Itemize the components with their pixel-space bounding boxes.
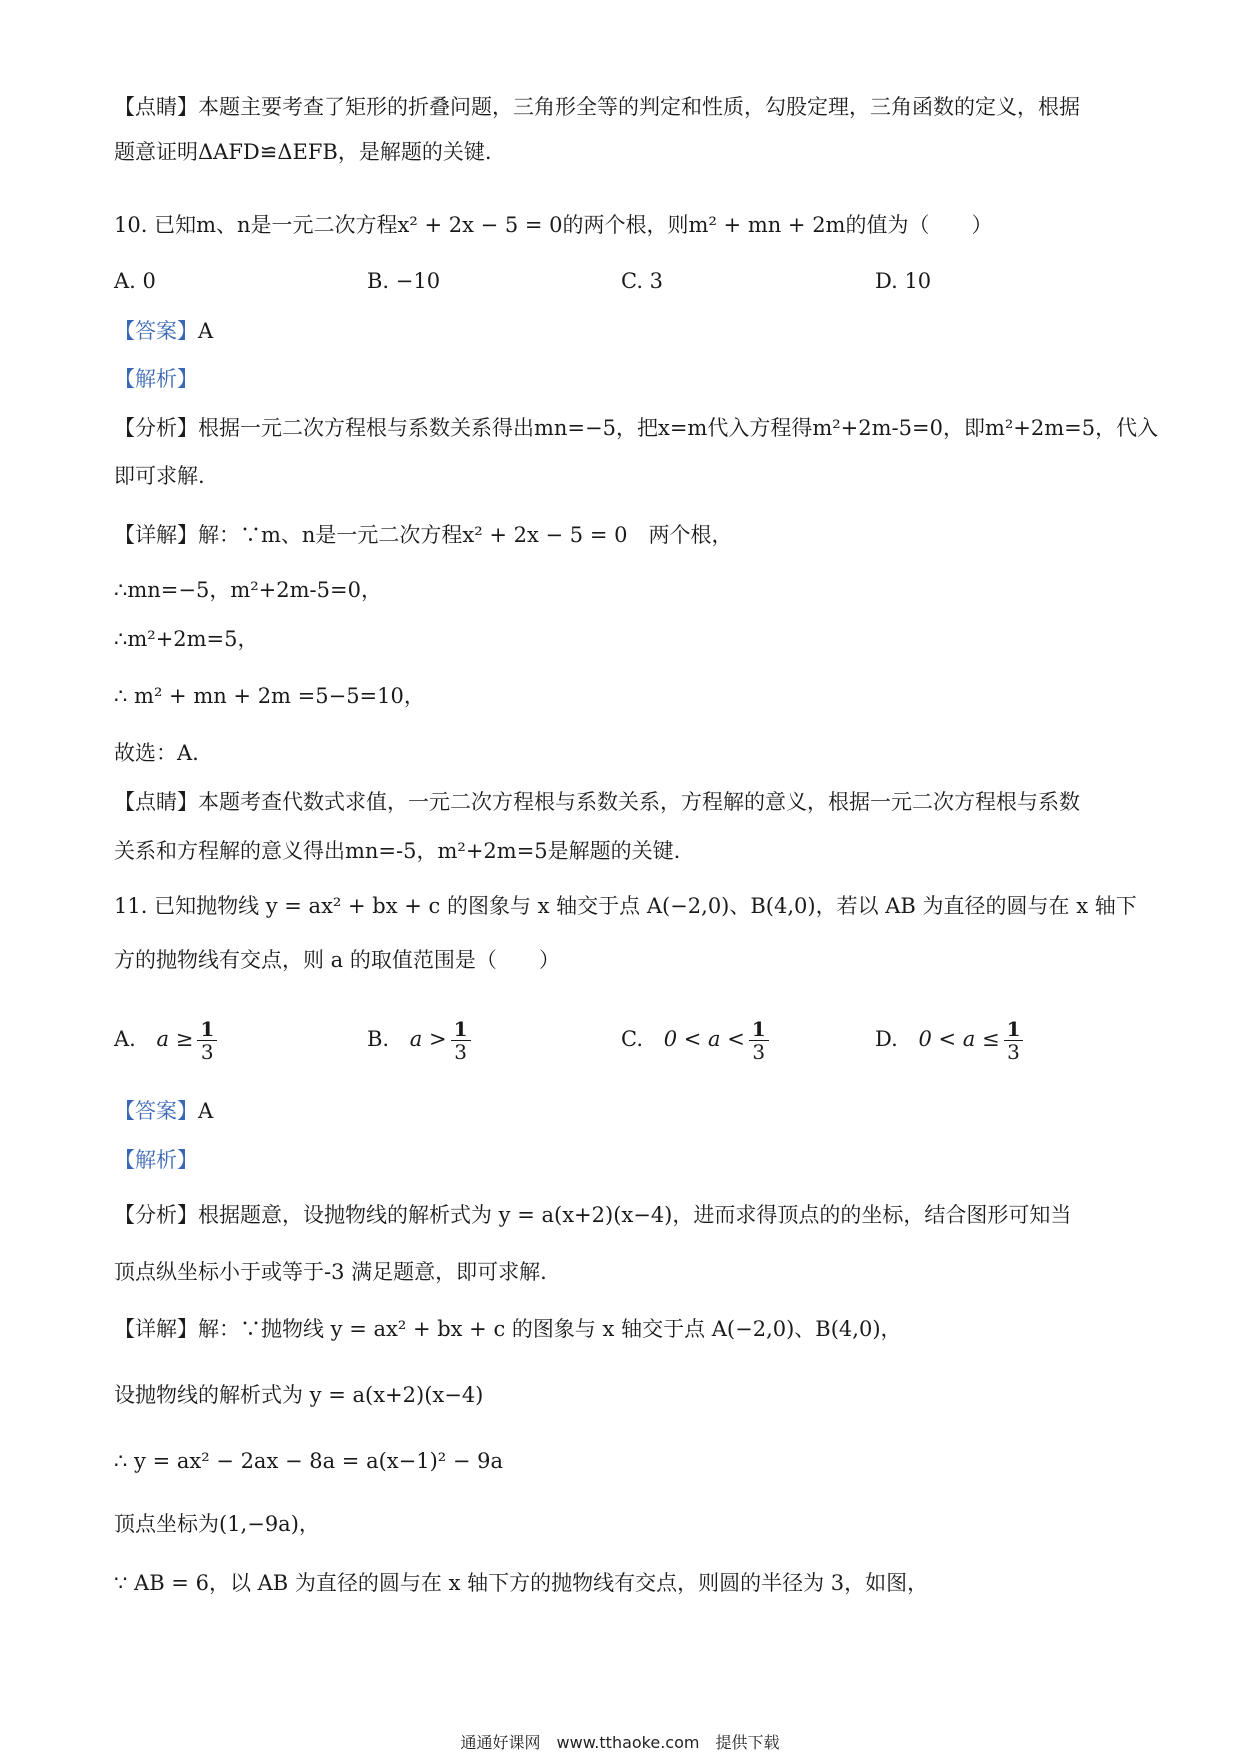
q11-option-c-fraction [749,1018,769,1063]
q11-detail-line3: ∴ y = ax² − 2ax − 8a = a(x−1)² − 9a [114,1449,504,1473]
q11-option-a-num: 1 [197,1018,217,1041]
q11-option-a-label: A. [114,1027,136,1051]
q11-answer-tag: 【答案】 [114,1099,198,1123]
page-footer: 通通好课网 www.tthaoke.com 提供下载 [460,1733,780,1752]
q11-option-b-num: 1 [451,1018,471,1041]
q10-dianjing-line1: 【点睛】本题考查代数式求值，一元二次方程根与系数关系，方程解的意义，根据一元二次方程根与系数 [114,790,1080,814]
q10-detail-line5: 故选：A. [114,741,199,765]
q11-option-c-num: 1 [749,1018,769,1041]
q11-option-c [621,1018,769,1063]
q11-analysis-tag: 【解析】 [114,1148,198,1172]
q11-stem-line2: 方的抛物线有交点，则 a 的取值范围是（ ） [114,948,560,972]
q11-option-d-num: 1 [1004,1018,1024,1041]
q10-detail-line3: ∴m²+2m=5， [114,627,259,651]
q11-option-b-den: 3 [454,1040,467,1064]
q11-option-d-label: D. [875,1027,898,1051]
q11-option-b-fraction [451,1018,471,1063]
q10-stem: 10. 已知m、n是一元二次方程x² + 2x − 5 = 0的两个根，则m² + mn + 2m的值为（ ） [114,213,993,237]
q11-option-a [114,1018,217,1063]
q11-option-b-expr: a > [409,1027,447,1051]
q11-option-d-expr: 0 < a ≤ [918,1027,1000,1051]
q11-detail-line1: 【详解】解：∵抛物线 y = ax² + bx + c 的图象与 x 轴交于点 A(−2,0)、B(4,0)， [114,1317,902,1341]
q10-detail-line2: ∴mn=−5，m²+2m-5=0， [114,578,382,602]
q11-option-d [875,1018,1023,1063]
q10-fenxi-line1: 【分析】根据一元二次方程根与系数关系得出mn=−5，把x=m代入方程得m²+2m-5=0，即m²+2m=5，代入 [114,416,1159,440]
q10-answer-value: A [198,319,214,343]
q11-detail-line4: 顶点坐标为(1,−9a)， [114,1512,320,1536]
q10-answer [114,316,1130,346]
q11-option-a-den: 3 [200,1040,214,1064]
q9-dianjing-line2: 题意证明ΔAFD≌ΔEFB，是解题的关键. [114,140,492,164]
q11-option-a-fraction [197,1018,217,1063]
q11-option-b [367,1018,471,1063]
q10-dianjing-line2: 关系和方程解的意义得出mn=-5，m²+2m=5是解题的关键. [114,839,681,863]
q11-option-b-label: B. [367,1027,390,1051]
q10-option-c: C. 3 [621,269,664,293]
q9-dianjing-line1: 【点睛】本题主要考查了矩形的折叠问题，三角形全等的判定和性质，勾股定理，三角函数的定义，根据 [114,95,1080,119]
q11-answer-value: A [198,1099,214,1123]
q11-fenxi-line1: 【分析】根据题意，设抛物线的解析式为 y = a(x+2)(x−4)，进而求得顶点的的坐标，结合图形可知当 [114,1203,1072,1227]
q10-option-d: D. 10 [875,269,932,293]
q11-fenxi-line2: 顶点纵坐标小于或等于-3 满足题意，即可求解. [114,1260,547,1284]
q10-detail-line1: 【详解】解：∵m、n是一元二次方程x² + 2x − 5 = 0 两个根， [114,523,733,547]
q10-fenxi-line2: 即可求解. [114,464,205,488]
q10-answer-tag: 【答案】 [114,319,198,343]
q11-option-d-fraction [1004,1018,1024,1063]
q10-option-a: A. 0 [114,269,156,293]
q11-option-c-label: C. [621,1027,643,1051]
q11-stem-line1: 11. 已知抛物线 y = ax² + bx + c 的图象与 x 轴交于点 A(−2,0)、B(4,0)，若以 AB 为直径的圆与在 x 轴下 [114,894,1137,918]
q11-option-a-expr: a ≥ [156,1027,194,1051]
q11-option-c-expr: 0 < a < [663,1027,745,1051]
q11-answer [114,1096,1130,1126]
q11-detail-line5: ∵ AB = 6，以 AB 为直径的圆与在 x 轴下方的抛物线有交点，则圆的半径为 3，如图， [114,1571,929,1595]
q10-option-b: B. −10 [367,269,441,293]
q10-analysis-tag: 【解析】 [114,367,198,391]
q11-detail-line2: 设抛物线的解析式为 y = a(x+2)(x−4) [114,1383,484,1407]
q11-option-d-den: 3 [1007,1040,1020,1064]
q10-detail-line4: ∴ m² + mn + 2m =5−5=10， [114,684,425,708]
q11-option-c-den: 3 [752,1040,766,1064]
